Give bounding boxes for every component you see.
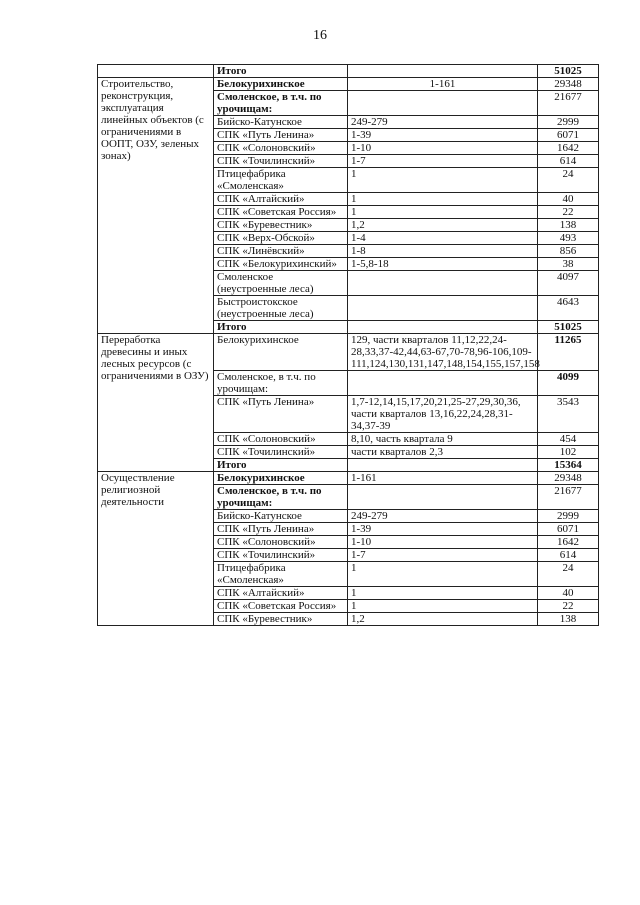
forestry-cell: СПК «Белокурихинский» bbox=[214, 258, 348, 271]
area-cell: 2999 bbox=[538, 116, 599, 129]
forestry-cell: СПК «Алтайский» bbox=[214, 587, 348, 600]
quarters-cell: 1 bbox=[348, 562, 538, 587]
forestry-cell: Птицефабрика «Смоленская» bbox=[214, 168, 348, 193]
table-row bbox=[98, 65, 599, 78]
area-cell: 51025 bbox=[538, 321, 599, 334]
forestry-cell: СПК «Солоновский» bbox=[214, 142, 348, 155]
forestry-cell: Смоленское, в т.ч. по урочищам: bbox=[214, 371, 348, 396]
forestry-cell: Быстроистокское (неустроенные леса) bbox=[214, 296, 348, 321]
area-cell: 40 bbox=[538, 193, 599, 206]
area-cell: 614 bbox=[538, 155, 599, 168]
quarters-cell bbox=[348, 91, 538, 116]
purpose-cell: Строительство, реконструкция, эксплуатация линейных объектов (с ограничениями в ООПТ, ОЗУ, зеленых зонах) bbox=[98, 78, 214, 334]
forestry-cell: СПК «Советская Россия» bbox=[214, 206, 348, 219]
forestry-cell: СПК «Алтайский» bbox=[214, 193, 348, 206]
forestry-cell: Белокурихинское bbox=[214, 472, 348, 485]
area-cell: 29348 bbox=[538, 78, 599, 91]
quarters-cell: 1,2 bbox=[348, 613, 538, 626]
quarters-cell bbox=[348, 371, 538, 396]
forestry-cell: СПК «Буревестник» bbox=[214, 219, 348, 232]
forest-use-table bbox=[97, 64, 599, 626]
forestry-cell: СПК «Путь Ленина» bbox=[214, 129, 348, 142]
quarters-cell: 1 bbox=[348, 168, 538, 193]
forestry-cell: Смоленское, в т.ч. по урочищам: bbox=[214, 485, 348, 510]
quarters-cell bbox=[348, 271, 538, 296]
forestry-cell: Птицефабрика «Смоленская» bbox=[214, 562, 348, 587]
area-cell: 4097 bbox=[538, 271, 599, 296]
area-cell: 4643 bbox=[538, 296, 599, 321]
forestry-cell: СПК «Солоновский» bbox=[214, 536, 348, 549]
forestry-cell: Бийско-Катунское bbox=[214, 116, 348, 129]
forestry-cell: СПК «Советская Россия» bbox=[214, 600, 348, 613]
quarters-cell bbox=[348, 321, 538, 334]
purpose-cell: Осуществление религиозной деятельности bbox=[98, 472, 214, 626]
quarters-cell: 1-161 bbox=[348, 472, 538, 485]
forestry-cell: СПК «Путь Ленина» bbox=[214, 396, 348, 433]
area-cell: 138 bbox=[538, 219, 599, 232]
table-row bbox=[98, 78, 599, 91]
forestry-cell: СПК «Верх-Обской» bbox=[214, 232, 348, 245]
area-cell: 614 bbox=[538, 549, 599, 562]
area-cell: 856 bbox=[538, 245, 599, 258]
forestry-cell: СПК «Путь Ленина» bbox=[214, 523, 348, 536]
quarters-cell: 1-39 bbox=[348, 523, 538, 536]
forestry-cell: Итого bbox=[214, 459, 348, 472]
quarters-cell: 1,2 bbox=[348, 219, 538, 232]
quarters-cell: части кварталов 2,3 bbox=[348, 446, 538, 459]
quarters-cell: 1-161 bbox=[348, 78, 538, 91]
forestry-cell: Белокурихинское bbox=[214, 334, 348, 371]
area-cell: 22 bbox=[538, 206, 599, 219]
area-cell: 138 bbox=[538, 613, 599, 626]
quarters-cell: 1,7-12,14,15,17,20,21,25-27,29,30,36, части кварталов 13,16,22,24,28,31-34,37-39 bbox=[348, 396, 538, 433]
area-cell: 6071 bbox=[538, 129, 599, 142]
quarters-cell: 1-5,8-18 bbox=[348, 258, 538, 271]
table-row bbox=[98, 334, 599, 371]
quarters-cell: 1-7 bbox=[348, 155, 538, 168]
forestry-cell: СПК «Точилинский» bbox=[214, 549, 348, 562]
quarters-cell: 1-10 bbox=[348, 142, 538, 155]
area-cell: 6071 bbox=[538, 523, 599, 536]
forestry-cell: СПК «Линёвский» bbox=[214, 245, 348, 258]
area-cell: 1642 bbox=[538, 142, 599, 155]
area-cell: 22 bbox=[538, 600, 599, 613]
forestry-cell: Смоленское, в т.ч. по урочищам: bbox=[214, 91, 348, 116]
forestry-cell: Белокурихинское bbox=[214, 78, 348, 91]
top-total-value: 51025 bbox=[538, 65, 599, 78]
quarters-cell: 1-8 bbox=[348, 245, 538, 258]
table-body bbox=[98, 65, 599, 626]
area-cell: 3543 bbox=[538, 396, 599, 433]
area-cell: 24 bbox=[538, 562, 599, 587]
table-row bbox=[98, 472, 599, 485]
quarters-cell: 1 bbox=[348, 587, 538, 600]
forestry-cell: Бийско-Катунское bbox=[214, 510, 348, 523]
quarters-cell: 249-279 bbox=[348, 116, 538, 129]
quarters-cell bbox=[348, 459, 538, 472]
area-cell: 24 bbox=[538, 168, 599, 193]
forestry-cell: СПК «Точилинский» bbox=[214, 155, 348, 168]
quarters-cell: 1-4 bbox=[348, 232, 538, 245]
area-cell: 1642 bbox=[538, 536, 599, 549]
forestry-cell: СПК «Буревестник» bbox=[214, 613, 348, 626]
purpose-cell: Переработка древесины и иных лесных ресурсов (с ограничениями в ОЗУ) bbox=[98, 334, 214, 472]
quarters-cell: 249-279 bbox=[348, 510, 538, 523]
area-cell: 38 bbox=[538, 258, 599, 271]
quarters-cell: 1-7 bbox=[348, 549, 538, 562]
area-cell: 454 bbox=[538, 433, 599, 446]
area-cell: 11265 bbox=[538, 334, 599, 371]
quarters-cell bbox=[348, 296, 538, 321]
area-cell: 29348 bbox=[538, 472, 599, 485]
area-cell: 21677 bbox=[538, 91, 599, 116]
quarters-cell: 1 bbox=[348, 600, 538, 613]
quarters-cell: 1 bbox=[348, 193, 538, 206]
quarters-cell: 8,10, часть квартала 9 bbox=[348, 433, 538, 446]
quarters-cell bbox=[348, 485, 538, 510]
area-cell: 40 bbox=[538, 587, 599, 600]
area-cell: 21677 bbox=[538, 485, 599, 510]
quarters-cell: 129, части кварталов 11,12,22,24-28,33,37-42,44,63-67,70-78,96-106,109-111,124,130,131,147,148,154,155,157,158 bbox=[348, 334, 538, 371]
area-cell: 102 bbox=[538, 446, 599, 459]
forestry-cell: СПК «Точилинский» bbox=[214, 446, 348, 459]
area-cell: 15364 bbox=[538, 459, 599, 472]
area-cell: 493 bbox=[538, 232, 599, 245]
quarters-cell: 1-10 bbox=[348, 536, 538, 549]
quarters-cell: 1 bbox=[348, 206, 538, 219]
forestry-cell: Итого bbox=[214, 321, 348, 334]
quarters-cell: 1-39 bbox=[348, 129, 538, 142]
area-cell: 2999 bbox=[538, 510, 599, 523]
page-number: 16 bbox=[313, 28, 327, 43]
forestry-cell: СПК «Солоновский» bbox=[214, 433, 348, 446]
forestry-cell: Смоленское (неустроенные леса) bbox=[214, 271, 348, 296]
top-total-label: Итого bbox=[214, 65, 348, 78]
area-cell: 4099 bbox=[538, 371, 599, 396]
